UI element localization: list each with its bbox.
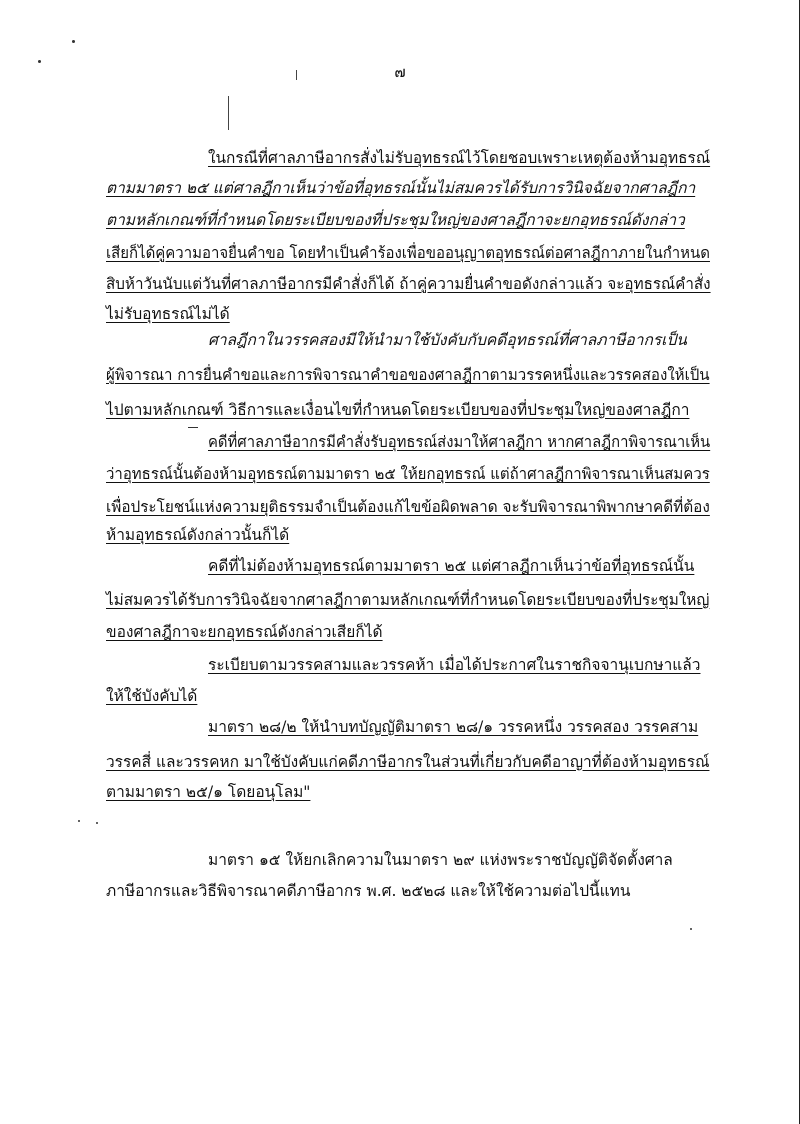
scan-mark <box>188 427 198 428</box>
text-line: ระเบียบตามวรรคสามและวรรคห้า เมื่อได้ประกาศในราชกิจจานุเบกษาแล้ว <box>208 656 701 674</box>
scan-mark <box>296 70 297 80</box>
text-line: คดีที่ศาลภาษีอากรมีคำสั่งรับอุทธรณ์ส่งมาให้ศาลฎีกา หากศาลฎีกาพิจารณาเห็น <box>208 433 711 451</box>
text-line: ในกรณีที่ศาลภาษีอากรสั่งไม่รับอุทธรณ์ไว้โดยชอบเพราะเหตุต้องห้ามอุทธรณ์ <box>208 149 711 167</box>
scan-speck <box>38 60 41 63</box>
text-line: มาตรา ๑๕ ให้ยกเลิกความในมาตรา ๒๙ แห่งพระราชบัญญัติจัดตั้งศาล <box>208 851 673 869</box>
text-line: คดีที่ไม่ต้องห้ามอุทธรณ์ตามมาตรา ๒๕ แต่ศาลฎีกาเห็นว่าข้อที่อุทธรณ์นั้น <box>208 557 695 575</box>
text-line: เพื่อประโยชน์แห่งความยุติธรรมจำเป็นต้องแก้ไขข้อผิดพลาด จะรับพิจารณาพิพากษาคดีที่ต้อง <box>106 498 710 516</box>
text-line: ไปตามหลักเกณฑ์ วิธีการและเงื่อนไขที่กำหนดโดยระเบียบของที่ประชุมใหญ่ของศาลฎีกา <box>106 401 690 419</box>
scan-speck <box>78 820 80 822</box>
scan-speck <box>72 40 75 43</box>
text-line: ว่าอุทธรณ์นั้นต้องห้ามอุทธรณ์ตามมาตรา ๒๕ ให้ยกอุทธรณ์ แต่ถ้าศาลฎีกาพิจารณาเห็นสมควร <box>106 465 710 483</box>
text-line: ตามมาตรา ๒๕/๑ โดยอนุโลม" <box>106 783 311 801</box>
text-line: มาตรา ๒๘/๒ ให้นำบทบัญญัติมาตรา ๒๘/๑ วรรคหนึ่ง วรรคสอง วรรคสาม <box>208 718 699 736</box>
text-line: ห้ามอุทธรณ์ดังกล่าวนั้นก็ได้ <box>106 526 290 544</box>
text-line: ศาลฎีกาในวรรคสองมีให้นำมาใช้บังคับกับคดีอุทธรณ์ที่ศาลภาษีอากรเป็น <box>208 331 687 349</box>
scan-speck <box>96 822 98 824</box>
scan-speck <box>690 928 692 930</box>
page-number: ๗ <box>394 63 406 81</box>
scan-mark <box>228 96 229 130</box>
text-line: ภาษีอากรและวิธีพิจารณาคดีภาษีอากร พ.ศ. ๒๕๒๘ และให้ใช้ความต่อไปนี้แทน <box>106 882 631 900</box>
text-line: ผู้พิจารณา การยื่นคำขอและการพิจารณาคำขอของศาลฎีกาตามวรรคหนึ่งและวรรคสองให้เป็น <box>106 366 710 384</box>
text-line: ให้ใช้บังคับได้ <box>106 687 198 705</box>
text-line: วรรคสี่ และวรรคหก มาใช้บังคับแก่คดีภาษีอากรในส่วนที่เกี่ยวกับคดีอาญาที่ต้องห้ามอุทธรณ์ <box>106 753 710 771</box>
text-line: ตามหลักเกณฑ์ที่กำหนดโดยระเบียบของที่ประชุมใหญ่ของศาลฎีกาจะยกอุทธรณ์ดังกล่าว <box>106 211 685 229</box>
text-line: ของศาลฎีกาจะยกอุทธรณ์ดังกล่าวเสียก็ได้ <box>106 623 383 641</box>
text-line: เสียก็ได้คู่ความอาจยื่นคำขอ โดยทำเป็นคำร้องเพื่อขออนุญาตอุทธรณ์ต่อศาลฎีกาภายในกำหนด <box>106 244 710 262</box>
text-line: ไม่รับอุทธรณ์ไม่ได้ <box>106 305 230 323</box>
text-line: ตามมาตรา ๒๕ แต่ศาลฎีกาเห็นว่าข้อที่อุทธรณ์นั้นไม่สมควรได้รับการวินิจฉัยจากศาลฎีกา <box>106 179 696 197</box>
text-line: ไม่สมควรได้รับการวินิจฉัยจากศาลฎีกาตามหลักเกณฑ์ที่กำหนดโดยระเบียบของที่ประชุมใหญ่ <box>106 591 710 609</box>
text-line: สิบห้าวันนับแต่วันที่ศาลภาษีอากรมีคำสั่งก็ได้ ถ้าคู่ความยื่นคำขอดังกล่าวแล้ว จะอุทธรณ์คำสั่ง <box>106 275 711 293</box>
